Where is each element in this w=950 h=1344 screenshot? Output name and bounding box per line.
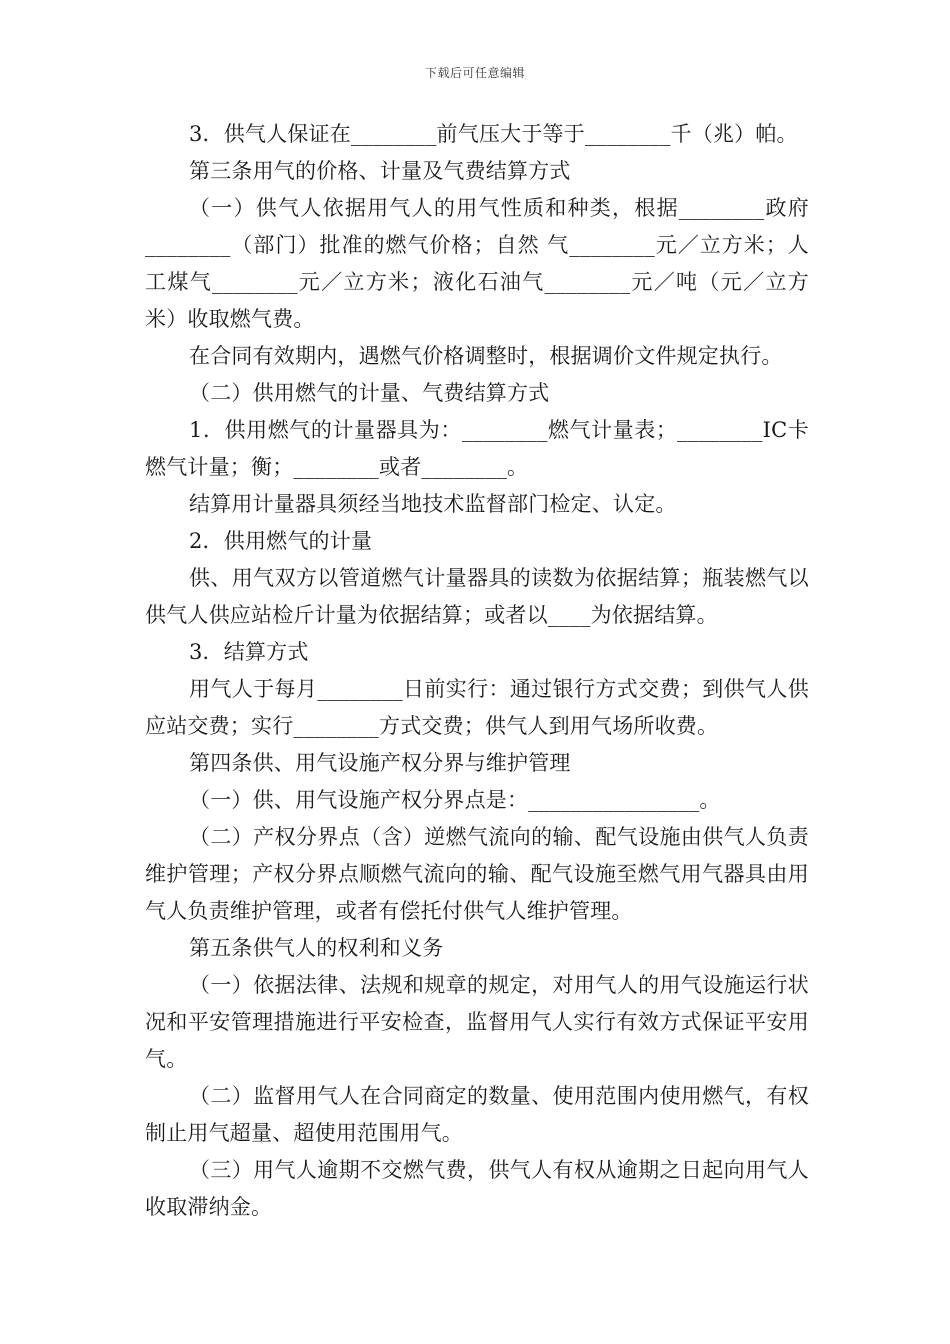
- paragraph-supply-pressure: 3．供气人保证在________前气压大于等于________千（兆）帕。: [189, 122, 798, 146]
- paragraph-metering-basis: 供、用气双方以管道燃气计量器具的读数为依据结算；瓶装燃气以供气人供应站检斤计量为依据结算；或者以____为依据结算。: [145, 566, 809, 627]
- article-4-heading: 第四条供、用气设施产权分界与维护管理: [189, 751, 571, 775]
- document-body: [145, 116, 809, 1226]
- subsection-metering-heading: 2．供用燃气的计量: [189, 529, 373, 553]
- article-5-heading: 第五条供气人的权利和义务: [189, 936, 444, 960]
- subsection-settlement-heading: 3．结算方式: [189, 640, 309, 664]
- section-metering-settlement-heading: （二）供用燃气的计量、气费结算方式: [189, 381, 550, 405]
- paragraph-late-fee: （三）用气人逾期不交燃气费，供气人有权从逾期之日起向用气人收取滞纳金。: [145, 1158, 809, 1219]
- paragraph-metering-devices: 1．供用燃气的计量器具为：________燃气计量表；________IC卡燃气计量；衡；________或者________。: [145, 418, 809, 479]
- paragraph-price-adjustment: 在合同有效期内，遇燃气价格调整时，根据调价文件规定执行。: [189, 344, 783, 368]
- paragraph-safety-inspection: （一）依据法律、法规和规章的规定，对用气人的用气设施运行状况和平安管理措施进行平安检查，监督用气人实行有效方式保证平安用气。: [145, 973, 809, 1071]
- paragraph-device-inspection: 结算用计量器具须经当地技术监督部门检定、认定。: [189, 492, 677, 516]
- page-header: 下载后可任意编辑: [424, 66, 525, 80]
- paragraph-maintenance-responsibility: （二）产权分界点（含）逆燃气流向的输、配气设施由供气人负责维护管理；产权分界点顺燃气流向的输、配气设施至燃气用气器具由用气人负责维护管理，或者有偿托付供气人维护管理。: [145, 825, 809, 923]
- paragraph-gas-price: （一）供气人依据用气人的用气性质和种类，根据________政府________（部门）批准的燃气价格；自然 气________元／立方米；人工煤气________元／立方米；液化石油气________元／吨（元／立方米）收取燃气费。: [145, 196, 809, 331]
- paragraph-settlement-methods: 用气人于每月________日前实行：通过银行方式交费；到供气人供应站交费；实行________方式交费；供气人到用气场所收费。: [145, 677, 809, 738]
- paragraph-usage-supervision: （二）监督用气人在合同商定的数量、使用范围内使用燃气，有权制止用气超量、超使用范围用气。: [145, 1084, 809, 1145]
- article-3-heading: 第三条用气的价格、计量及气费结算方式: [189, 159, 571, 183]
- paragraph-demarcation-point: （一）供、用气设施产权分界点是：________________。: [189, 788, 721, 812]
